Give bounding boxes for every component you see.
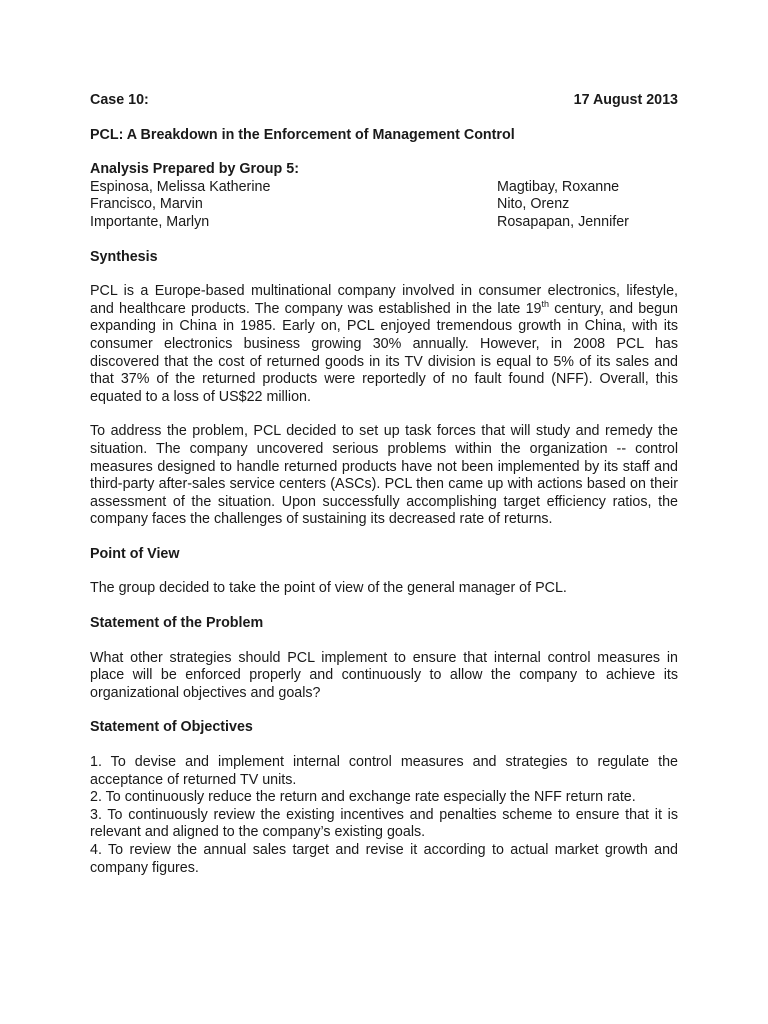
author-name: Francisco, Marvin (90, 196, 203, 213)
list-item: 1. To devise and implement internal control measures and strategies to regulate the acceptance of returned TV units. (90, 754, 678, 788)
document-title: PCL: A Breakdown in the Enforcement of Management Control (90, 126, 515, 143)
author-list (90, 179, 678, 232)
list-item: 3. To continuously review the existing incentives and penalties scheme to ensure that it is relevant and aligned to the company’s existing goals. (90, 806, 678, 841)
author-column-right (497, 179, 678, 232)
ordinal-superscript: th (541, 298, 549, 309)
author-name: Importante, Marlyn (90, 213, 210, 230)
synthesis-p1-text: PCL is a Europe-based multinational company involved in consumer electronics, lifestyle, and healthcare products. The company was established in the late 19 (90, 283, 678, 317)
point-of-view-heading: Point of View (90, 545, 180, 562)
author-name: Espinosa, Melissa Katherine (90, 178, 271, 195)
objectives-heading: Statement of Objectives (90, 719, 253, 736)
objectives-list (90, 754, 678, 877)
document-page (90, 92, 678, 877)
synthesis-heading: Synthesis (90, 248, 158, 265)
author-name: Rosapapan, Jennifer (497, 213, 629, 230)
author-column-left (90, 179, 497, 232)
synthesis-p1-text-cont: century, and begun expanding in China in 1985. Early on, PCL enjoyed tremendous growth in China, with its consumer electronics business growing 30% annually. However, in 2008 PCL has discovered that the cost of returned goods in its TV division is equal to 5% of its sales and that 37% of the returned products were reportedly of no fault found (NFF). Overall, this equated to a loss of US$22 million. (90, 300, 678, 405)
author-name: Nito, Orenz (497, 196, 570, 213)
point-of-view-text: The group decided to take the point of view of the general manager of PCL. (90, 580, 567, 597)
list-item: 4. To review the annual sales target and revise it according to actual market growth and company figures. (90, 842, 678, 876)
list-item: 2. To continuously reduce the return and exchange rate especially the NFF return rate. (90, 789, 636, 806)
document-date: 17 August 2013 (573, 92, 678, 108)
author-name: Magtibay, Roxanne (497, 178, 620, 195)
document-header (90, 92, 678, 110)
synthesis-paragraph-1 (90, 283, 678, 406)
problem-heading: Statement of the Problem (90, 615, 264, 632)
case-label: Case 10: (90, 92, 149, 108)
problem-text: What other strategies should PCL implement to ensure that internal control measures in place will be enforced properly and continuously to allow the company to achieve its organizational objectives and goals? (90, 649, 678, 701)
synthesis-paragraph-2: To address the problem, PCL decided to set up task forces that will study and remedy the situation. The company uncovered serious problems within the organization -- control measures designed to handle returned products have not been implemented by its staff and third-party after-sales service centers (ASCs). PCL then came up with actions based on their assessment of the situation. Upon successfully accomplishing target efficiency ratios, the company faces the challenges of sustaining its decreased rate of returns. (90, 423, 678, 528)
group-heading: Analysis Prepared by Group 5: (90, 161, 299, 178)
